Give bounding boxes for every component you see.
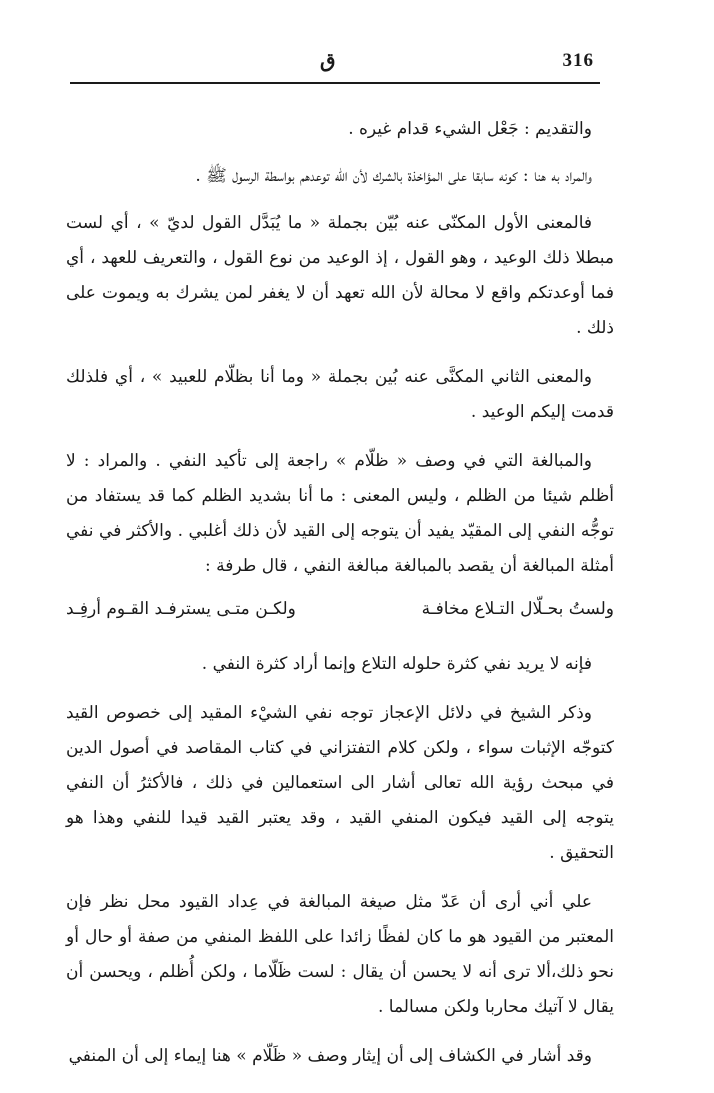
page-number: 316 [562, 50, 594, 71]
paragraph-kashshaf: وقد أشار في الكشاف إلى أن إيثار وصف « ظَلّام » هنا إيماء إلى أن المنفي [68, 1046, 592, 1066]
page-body [66, 112, 614, 1086]
paragraph-definition: والتقديم : جَعْل الشيء قدام غيره . [348, 119, 592, 139]
running-head: ق [320, 48, 336, 72]
paragraph-opinion: علي أني أرى أن عَدّ مثل صيغة المبالغة في عِداد القيود محل نظر فإن المعتبر من القيود هو ما كان لفظًا زائدا على اللفظ المنفي من صفة أو حال أو نحو ذلك،ألا ترى أنه لا يحسن أن يقال : لست ظَلّاما ، ولكن أُظلم ، ويحسن أن يقال لا آتيك محاربا ولكن مسالما . [66, 892, 614, 1017]
verse-second-hemistich: ولكـن متـى يسترفـد القـوم أرفِـد [66, 599, 296, 619]
paragraph-hyperbole: والمبالغة التي في وصف « ظلّام » راجعة إلى تأكيد النفي . والمراد : لا أظلم شيئا من الظلم ، وليس المعنى : ما أنا بشديد الظلم كما قد يستفاد من توجُّه النفي إلى المقيّد يفيد أن يتوجه إلى القيد لأن ذلك أغلبي . والأكثر في نفي أمثلة المبالغة أن يقصد بالمبالغة مبالغة النفي ، قال طرفة : [66, 451, 614, 576]
poetry-verse [66, 592, 614, 627]
paragraph-second-sense: والمعنى الثاني المكنَّى عنه بُين بجملة « وما أنا بظلّام للعبيد » ، أي فلذلك قدمت إليكم الوعيد . [66, 367, 614, 422]
paragraph-dalail: وذكر الشيخ في دلائل الإعجاز توجه نفي الشيْء المقيد إلى خصوص القيد كتوجّه الإثبات سواء ، ولكن كلام التفتزاني في كتاب المقاصد في أصول الدين في مبحث رؤية الله تعالى أشار الى استعمالين في ذلك ، فالأكثرُ أن النفي يتوجه إلى القيد فيكون المنفي القيد ، وقد يعتبر القيد قيدا للنفي وهذا هو التحقيق . [66, 703, 614, 863]
header-rule [70, 82, 600, 84]
paragraph-meaning: والمراد به هنا : كونه سابقا على المؤاخذة بالشرك لأن الله توعدهم بواسطة الرسول ﷺ . [195, 166, 592, 186]
verse-first-hemistich: ولستُ بحـلّال التـلاع مخافـة [421, 599, 614, 619]
paragraph-first-sense: فالمعنى الأول المكنّى عنه بُيّن بجملة « ما يُبَدَّل القول لديّ » ، أي لست مبطلا ذلك الوعيد ، وهو القول ، إذ الوعيد من نوع القول ، والتعريف للعهد ، أي فما أوعدتكم واقع لا محالة لأن الله تعهد أن لا يغفر لمن يشرك به ويموت على ذلك . [66, 213, 614, 338]
page-header [70, 44, 600, 84]
paragraph-verse-comment: فإنه لا يريد نفي كثرة حلوله التلاع وإنما أراد كثرة النفي . [201, 654, 592, 674]
